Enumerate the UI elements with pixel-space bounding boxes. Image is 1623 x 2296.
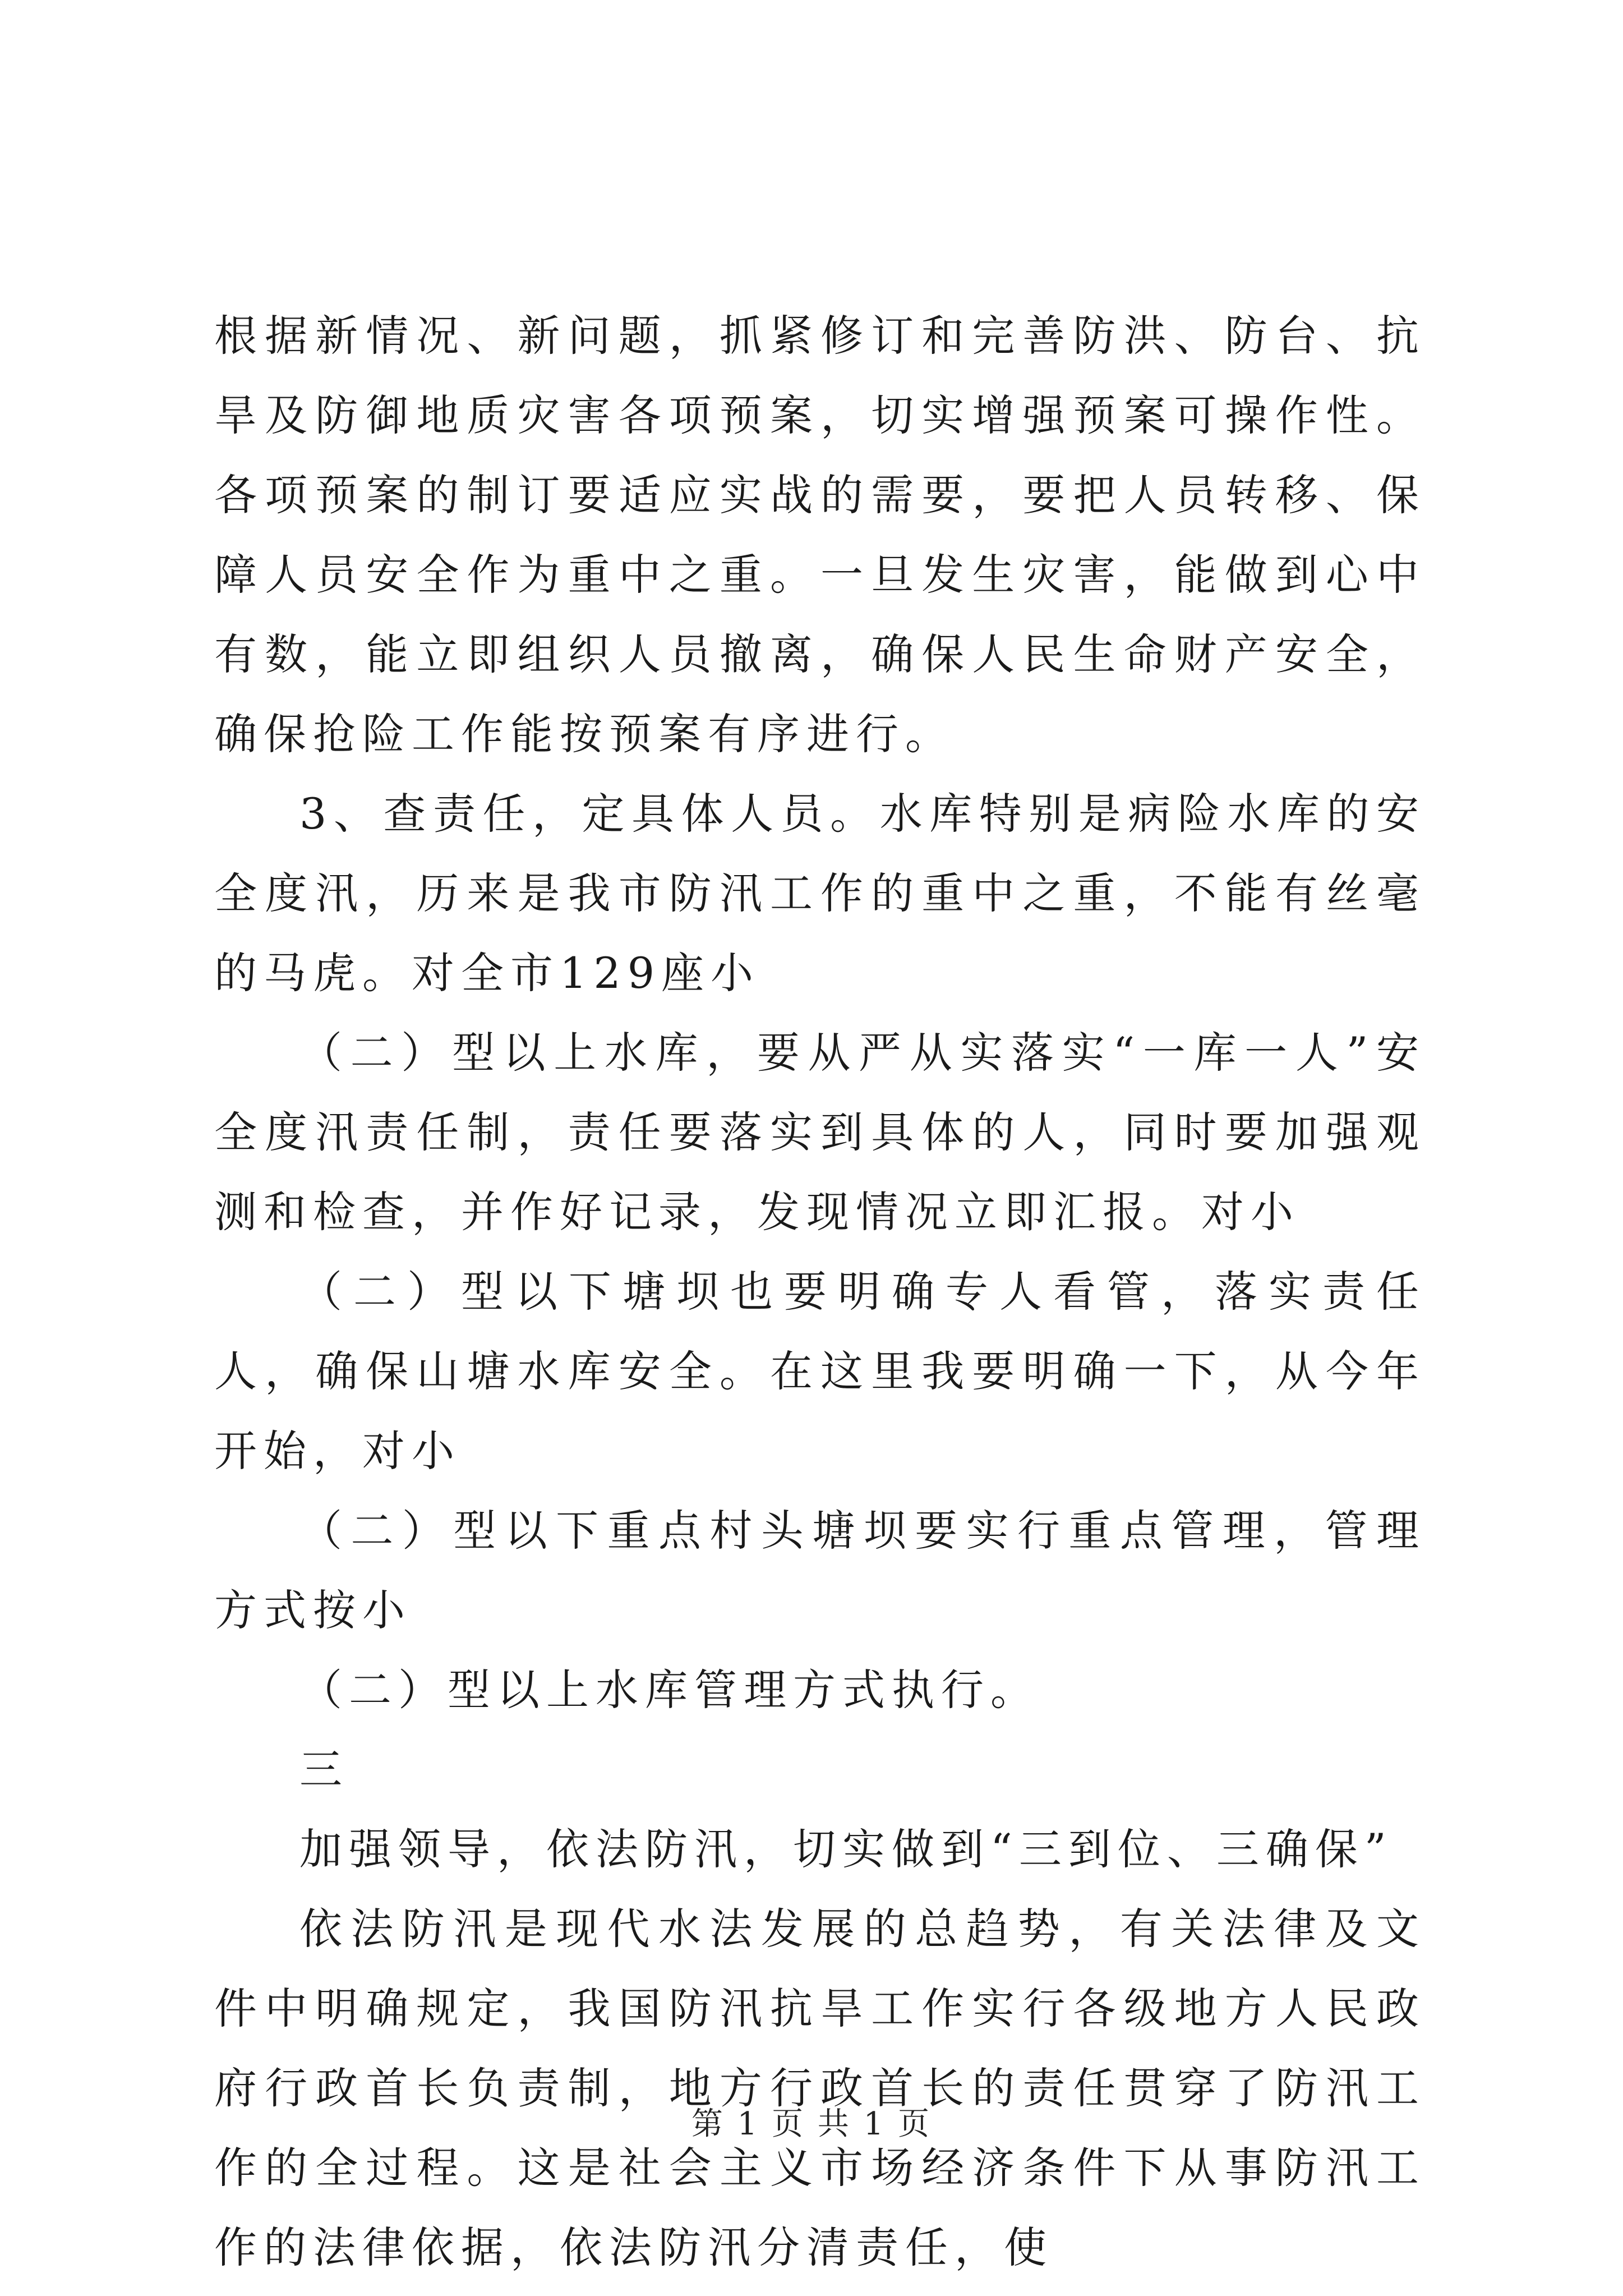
paragraph-contingency-plans: 根据新情况、新问题，抓紧修订和完善防洪、防台、抗旱及防御地质灾害各项预案，切实增强预案可操作性。各项预案的制订要适应实战的需要，要把人员转移、保障人员安全作为重中之重。一旦发生灾害，能做到心中有数，能立即组织人员撤离，确保人民生命财产安全，确保抢险工作能按预案有序进行。 bbox=[214, 311, 1426, 759]
section-heading: 加强领导，依法防汛，切实做到“三到位、三确保” bbox=[299, 1824, 1393, 1874]
page-footer: 第 1 页 共 1 页 bbox=[691, 2106, 932, 2142]
paragraph-management-method: （二）型以上水库管理方式执行。 bbox=[299, 1665, 1040, 1715]
paragraph-reservoir-responsibility: （二）型以上水库，要从严从实落实“一库一人”安全度汛责任制，责任要落实到具体的人，同时要加强观测和检查，并作好记录，发现情况立即汇报。对小 bbox=[214, 1028, 1426, 1237]
paragraph-key-village-ponds: （二）型以下重点村头塘坝要实行重点管理，管理方式按小 bbox=[214, 1506, 1426, 1635]
document-body bbox=[214, 296, 1426, 2288]
paragraph-lawful-flood-control: 依法防汛是现代水法发展的总趋势，有关法律及文件中明确规定，我国防汛抗旱工作实行各级地方人民政府行政首长负责制，地方行政首长的责任贯穿了防汛工作的全过程。这是社会主义市场经济条件下从事防汛工作的法律依据，依法防汛分清责任，使 bbox=[214, 1904, 1426, 2272]
paragraph-responsibility: 3、查责任，定具体人员。水库特别是病险水库的安全度汛，历来是我市防汛工作的重中之重，不能有丝毫的马虎。对全市129座小 bbox=[214, 789, 1426, 998]
section-number: 三 bbox=[299, 1745, 349, 1795]
paragraph-pond-management: （二）型以下塘坝也要明确专人看管，落实责任人，确保山塘水库安全。在这里我要明确一下，从今年开始，对小 bbox=[214, 1267, 1426, 1476]
